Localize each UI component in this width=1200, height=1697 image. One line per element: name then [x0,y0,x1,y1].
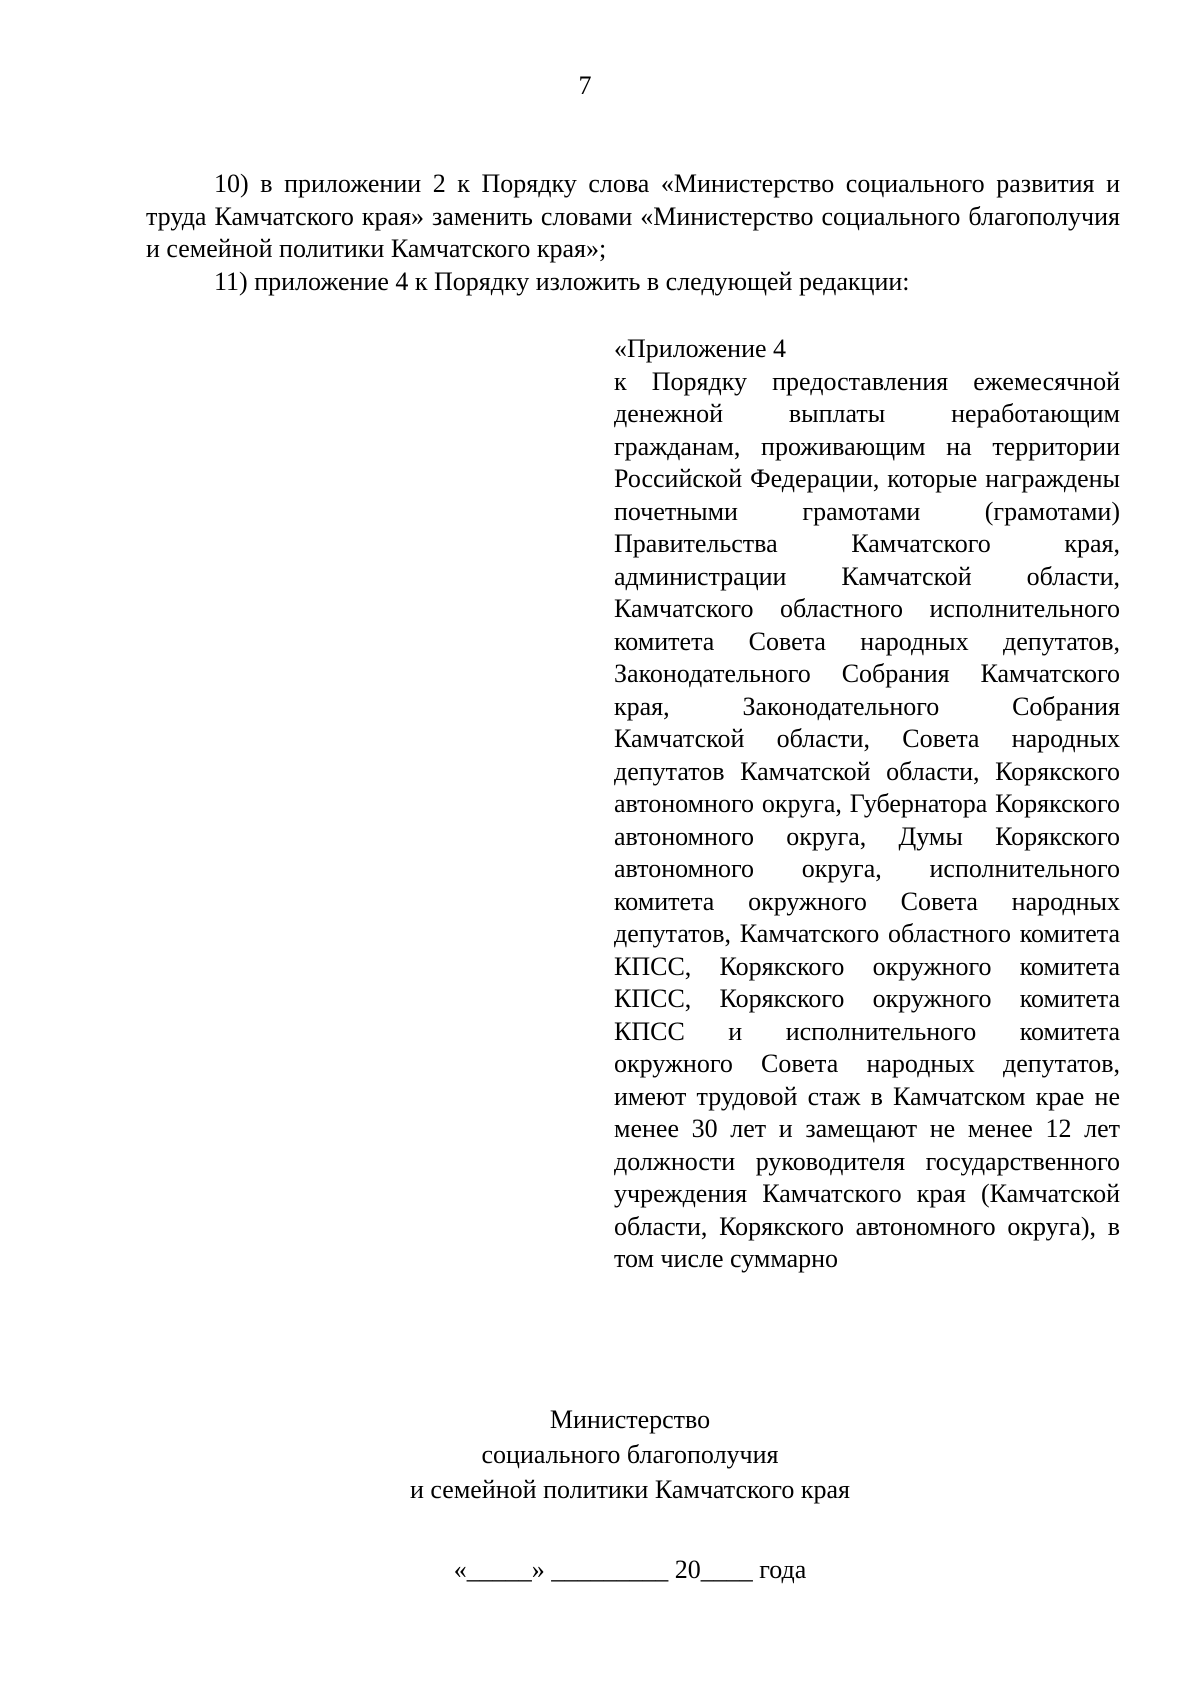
paragraph-item-10: 10) в приложении 2 к Порядку слова «Министерство социального развития и труда Камчатского края» заменить словами «Министерство социального благополучия и семейной политики Камчатского края»; [146,169,1120,263]
date-line: «_____» _________ 20____ года [453,1555,807,1584]
body-text [146,168,1120,298]
ministry-line-2: социального благополучия [481,1440,779,1469]
page-number: 7 [578,71,592,100]
ministry-line-3: и семейной политики Камчатского края [410,1475,850,1504]
appendix-header [614,333,1120,1276]
ministry-line-1: Министерство [549,1405,711,1434]
appendix-title: «Приложение 4 [614,334,787,363]
appendix-text: к Порядку предоставления ежемесячной денежной выплаты неработающим гражданам, проживающим на территории Российской Федерации, которые награждены почетными грамотами (грамотами) Правительства Камчатского края, администрации Камчатской области, Камчатского областного исполнительного комитета Совета народных депутатов, Законодательного Собрания Камчатского края, Законодательного Собрания Камчатской области, Совета народных депутатов Камчатской области, Корякского автономного округа, Губернатора Корякского автономного округа, Думы Корякского автономного округа, исполнительного комитета окружного Совета народных депутатов, Камчатского областного комитета КПСС, Корякского окружного комитета КПСС, Корякского окружного комитета КПСС и исполнительного комитета окружного Совета народных депутатов, имеют трудовой стаж в Камчатском крае не менее 30 лет и замещают не менее 12 лет должности руководителя государственного учреждения Камчатского края (Камчатской области, Корякского автономного округа), в том числе суммарно [614,366,1120,1273]
paragraph-item-11: 11) приложение 4 к Порядку изложить в следующей редакции: [214,266,910,296]
ministry-signature-block [0,1402,1200,1507]
